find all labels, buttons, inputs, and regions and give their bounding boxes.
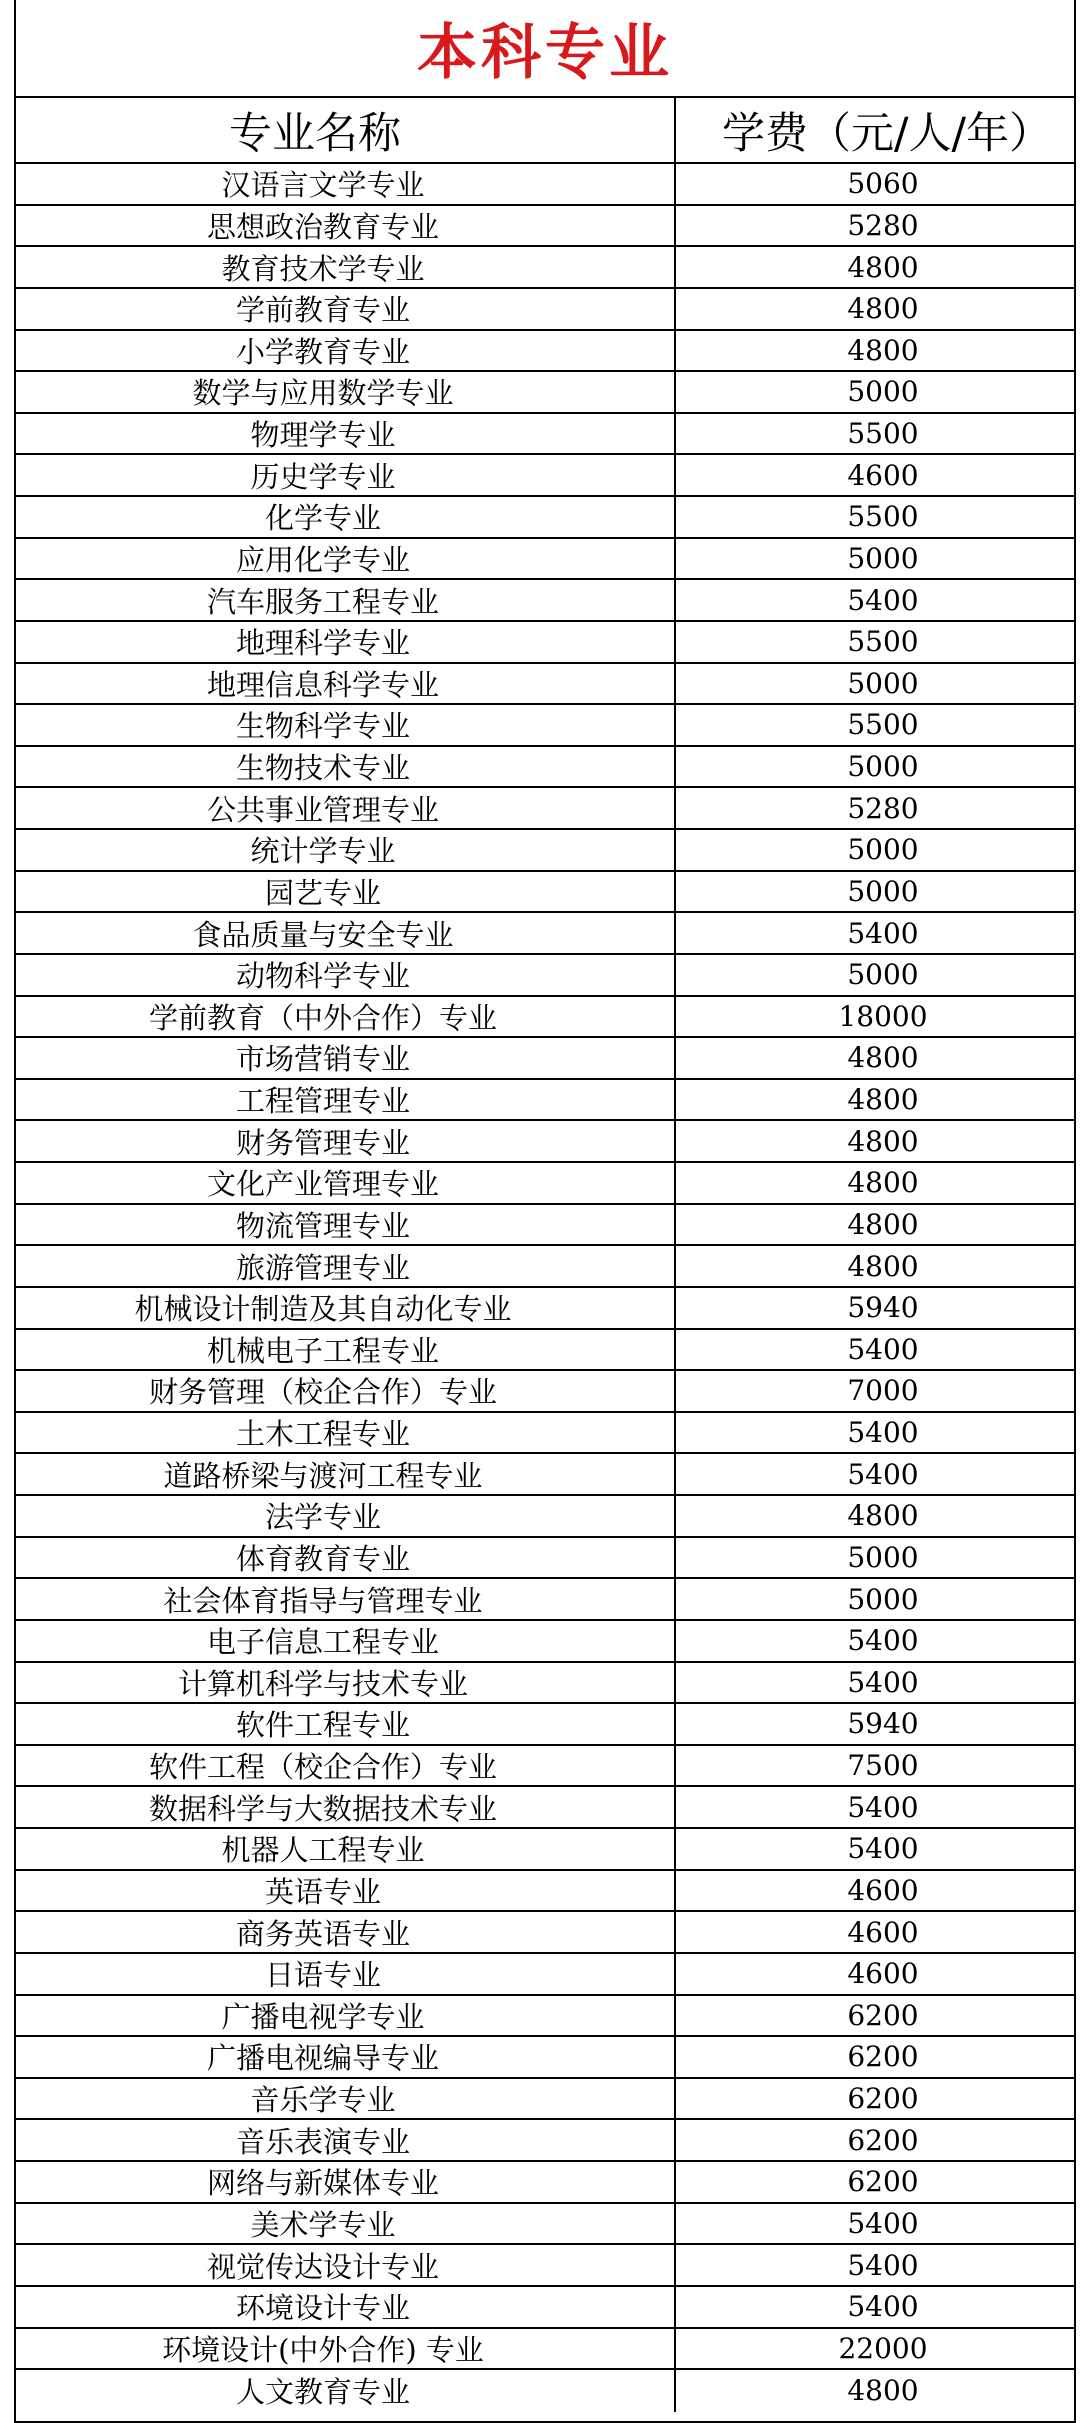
major-name-cell: 教育技术学专业 [16, 247, 676, 287]
table-row [16, 705, 1074, 747]
header-major-name: 专业名称 [16, 98, 676, 162]
table-row [16, 1829, 1074, 1871]
table-body [16, 164, 1074, 2412]
table-row [16, 539, 1074, 581]
table-row [16, 1246, 1074, 1288]
major-name-cell: 法学专业 [16, 1496, 676, 1536]
major-name-cell: 机器人工程专业 [16, 1829, 676, 1869]
major-name-cell: 计算机科学与技术专业 [16, 1663, 676, 1703]
tuition-cell: 5400 [847, 916, 919, 950]
major-name-cell: 化学专业 [16, 497, 676, 537]
table-row [16, 1454, 1074, 1496]
tuition-cell: 5940 [847, 1707, 919, 1741]
tuition-cell: 5000 [847, 541, 919, 575]
table-row [16, 331, 1074, 373]
table-row [16, 2287, 1074, 2329]
table-header [16, 98, 1074, 164]
major-name-cell: 公共事业管理专业 [16, 788, 676, 828]
tuition-cell: 4600 [847, 1915, 919, 1949]
table-row [16, 2079, 1074, 2121]
major-name-cell: 电子信息工程专业 [16, 1621, 676, 1661]
tuition-cell: 4800 [847, 1499, 919, 1533]
tuition-cell: 6200 [847, 2165, 919, 2199]
major-name-cell: 体育教育专业 [16, 1538, 676, 1578]
major-name-cell: 物流管理专业 [16, 1205, 676, 1245]
tuition-cell: 4600 [847, 458, 919, 492]
tuition-cell: 5400 [847, 2206, 919, 2240]
table-row [16, 955, 1074, 997]
tuition-cell: 5000 [847, 750, 919, 784]
table-row [16, 247, 1074, 289]
table-row [16, 1663, 1074, 1705]
tuition-cell: 7000 [847, 1374, 919, 1408]
major-name-cell: 广播电视学专业 [16, 1996, 676, 2036]
major-name-cell: 社会体育指导与管理专业 [16, 1579, 676, 1619]
major-name-cell: 环境设计专业 [16, 2287, 676, 2327]
table-row [16, 872, 1074, 914]
table-row [16, 372, 1074, 414]
table-row [16, 2370, 1074, 2412]
tuition-cell: 18000 [838, 999, 928, 1033]
major-name-cell: 音乐表演专业 [16, 2120, 676, 2160]
major-name-cell: 历史学专业 [16, 455, 676, 495]
major-name-cell: 软件工程专业 [16, 1704, 676, 1744]
table-row [16, 913, 1074, 955]
table-row [16, 622, 1074, 664]
table-row [16, 1538, 1074, 1580]
tuition-cell: 5060 [847, 167, 919, 201]
major-name-cell: 市场营销专业 [16, 1038, 676, 1078]
major-name-cell: 道路桥梁与渡河工程专业 [16, 1454, 676, 1494]
tuition-cell: 6200 [847, 2040, 919, 2074]
major-name-cell: 食品质量与安全专业 [16, 913, 676, 953]
tuition-cell: 4600 [847, 1873, 919, 1907]
table-row [16, 997, 1074, 1039]
table-row [16, 1288, 1074, 1330]
major-name-cell: 数学与应用数学专业 [16, 372, 676, 412]
tuition-cell: 6200 [847, 1998, 919, 2032]
table-row [16, 1954, 1074, 1996]
major-name-cell: 文化产业管理专业 [16, 1163, 676, 1203]
major-name-cell: 美术学专业 [16, 2204, 676, 2244]
tuition-table [14, 0, 1076, 2423]
table-row [16, 2037, 1074, 2079]
table-row [16, 497, 1074, 539]
major-name-cell: 广播电视编导专业 [16, 2037, 676, 2077]
major-name-cell: 汉语言文学专业 [16, 164, 676, 204]
tuition-cell: 6200 [847, 2123, 919, 2157]
tuition-cell: 22000 [838, 2331, 928, 2365]
tuition-cell: 5400 [847, 2248, 919, 2282]
table-row [16, 1330, 1074, 1372]
tuition-cell: 5400 [847, 1416, 919, 1450]
tuition-cell: 4600 [847, 1957, 919, 1991]
table-row [16, 2162, 1074, 2204]
table-row [16, 1996, 1074, 2038]
table-row [16, 1621, 1074, 1663]
table-row [16, 1746, 1074, 1788]
tuition-cell: 5500 [847, 417, 919, 451]
tuition-cell: 5280 [847, 791, 919, 825]
major-name-cell: 土木工程专业 [16, 1413, 676, 1453]
tuition-cell: 5000 [847, 833, 919, 867]
tuition-cell: 4800 [847, 1124, 919, 1158]
major-name-cell: 软件工程（校企合作）专业 [16, 1746, 676, 1786]
major-name-cell: 音乐学专业 [16, 2079, 676, 2119]
major-name-cell: 环境设计(中外合作) 专业 [16, 2329, 676, 2369]
major-name-cell: 机械设计制造及其自动化专业 [16, 1288, 676, 1328]
tuition-cell: 5400 [847, 1790, 919, 1824]
table-row [16, 1787, 1074, 1829]
table-row [16, 1163, 1074, 1205]
major-name-cell: 物理学专业 [16, 414, 676, 454]
tuition-cell: 5000 [847, 874, 919, 908]
table-row [16, 1205, 1074, 1247]
table-row [16, 206, 1074, 248]
table-row [16, 1579, 1074, 1621]
table-row [16, 664, 1074, 706]
tuition-cell: 5500 [847, 500, 919, 534]
tuition-cell: 5400 [847, 1665, 919, 1699]
tuition-cell: 4800 [847, 2374, 919, 2408]
major-name-cell: 机械电子工程专业 [16, 1330, 676, 1370]
tuition-cell: 4800 [847, 292, 919, 326]
major-name-cell: 数据科学与大数据技术专业 [16, 1787, 676, 1827]
major-name-cell: 小学教育专业 [16, 331, 676, 371]
major-name-cell: 日语专业 [16, 1954, 676, 1994]
table-row [16, 414, 1074, 456]
table-row [16, 2204, 1074, 2246]
header-tuition: 学费（元/人/年） [722, 108, 1052, 159]
tuition-cell: 6200 [847, 2082, 919, 2116]
tuition-cell: 5400 [847, 1457, 919, 1491]
tuition-cell: 4800 [847, 1083, 919, 1117]
table-row [16, 1496, 1074, 1538]
major-name-cell: 人文教育专业 [16, 2370, 676, 2412]
major-name-cell: 汽车服务工程专业 [16, 580, 676, 620]
major-name-cell: 网络与新媒体专业 [16, 2162, 676, 2202]
table-row [16, 580, 1074, 622]
tuition-cell: 5500 [847, 708, 919, 742]
major-name-cell: 财务管理（校企合作）专业 [16, 1371, 676, 1411]
table-row [16, 1080, 1074, 1122]
table-row [16, 2329, 1074, 2371]
tuition-cell: 5000 [847, 375, 919, 409]
table-row [16, 830, 1074, 872]
major-name-cell: 应用化学专业 [16, 539, 676, 579]
table-row [16, 2245, 1074, 2287]
table-row [16, 1038, 1074, 1080]
table-row [16, 1371, 1074, 1413]
table-row [16, 747, 1074, 789]
major-name-cell: 园艺专业 [16, 872, 676, 912]
table-row [16, 1704, 1074, 1746]
tuition-cell: 5000 [847, 958, 919, 992]
tuition-cell: 5000 [847, 1540, 919, 1574]
table-row [16, 164, 1074, 206]
table-row [16, 1871, 1074, 1913]
major-name-cell: 旅游管理专业 [16, 1246, 676, 1286]
tuition-cell: 4800 [847, 1207, 919, 1241]
tuition-cell: 4800 [847, 1166, 919, 1200]
major-name-cell: 商务英语专业 [16, 1912, 676, 1952]
major-name-cell: 生物技术专业 [16, 747, 676, 787]
tuition-cell: 5280 [847, 208, 919, 242]
tuition-cell: 5400 [847, 1332, 919, 1366]
tuition-cell: 5400 [847, 2290, 919, 2324]
major-name-cell: 统计学专业 [16, 830, 676, 870]
major-name-cell: 地理科学专业 [16, 622, 676, 662]
major-name-cell: 工程管理专业 [16, 1080, 676, 1120]
tuition-cell: 5940 [847, 1291, 919, 1325]
tuition-cell: 4800 [847, 1041, 919, 1075]
major-name-cell: 视觉传达设计专业 [16, 2245, 676, 2285]
tuition-cell: 4800 [847, 333, 919, 367]
tuition-cell: 5500 [847, 625, 919, 659]
major-name-cell: 学前教育（中外合作）专业 [16, 997, 676, 1037]
tuition-cell: 4800 [847, 1249, 919, 1283]
table-row [16, 1121, 1074, 1163]
major-name-cell: 动物科学专业 [16, 955, 676, 995]
table-row [16, 455, 1074, 497]
major-name-cell: 地理信息科学专业 [16, 664, 676, 704]
major-name-cell: 英语专业 [16, 1871, 676, 1911]
table-row [16, 1413, 1074, 1455]
tuition-cell: 4800 [847, 250, 919, 284]
tuition-cell: 5400 [847, 1624, 919, 1658]
major-name-cell: 学前教育专业 [16, 289, 676, 329]
major-name-cell: 思想政治教育专业 [16, 206, 676, 246]
table-row [16, 788, 1074, 830]
tuition-cell: 5000 [847, 666, 919, 700]
major-name-cell: 生物科学专业 [16, 705, 676, 745]
tuition-cell: 5400 [847, 1832, 919, 1866]
table-row [16, 1912, 1074, 1954]
table-row [16, 289, 1074, 331]
tuition-cell: 5000 [847, 1582, 919, 1616]
tuition-cell: 7500 [847, 1749, 919, 1783]
table-title: 本科专业 [16, 0, 1074, 98]
tuition-cell: 5400 [847, 583, 919, 617]
table-row [16, 2120, 1074, 2162]
major-name-cell: 财务管理专业 [16, 1121, 676, 1161]
